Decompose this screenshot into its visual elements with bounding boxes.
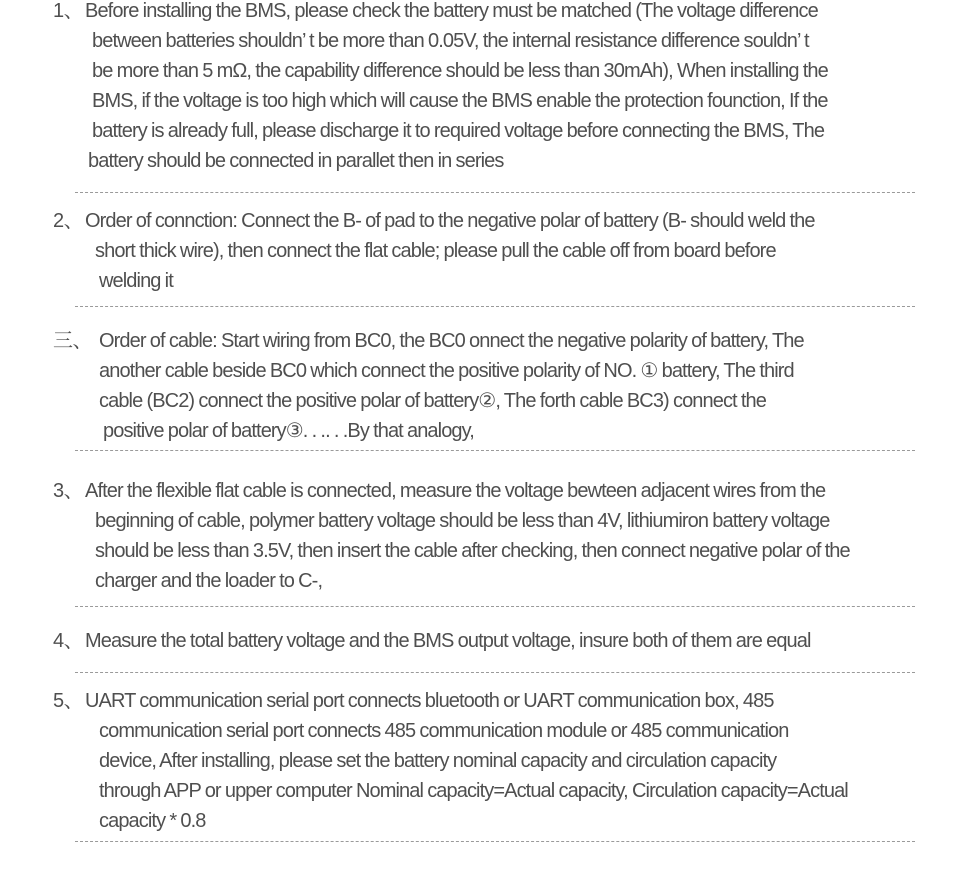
dashed-divider bbox=[75, 606, 915, 607]
step-text-line: another cable beside BC0 which connect the positive polarity of NO. ① battery, The third bbox=[99, 360, 794, 382]
step-marker: 1、 bbox=[53, 0, 84, 22]
step-text-line: Order of cable: Start wiring from BC0, the BC0 onnect the negative polarity of battery, The bbox=[99, 330, 804, 352]
dashed-divider bbox=[75, 306, 915, 307]
step-marker: 3、 bbox=[53, 480, 84, 502]
dashed-divider bbox=[75, 192, 915, 193]
step-marker: 4、 bbox=[53, 630, 84, 652]
step-text-line: beginning of cable, polymer battery voltage should be less than 4V, lithiumiron battery voltage bbox=[95, 510, 830, 532]
step-text-line: positive polar of battery③. . .. . .By that analogy, bbox=[103, 420, 474, 442]
step-text-line: UART communication serial port connects bluetooth or UART communication box, 485 bbox=[85, 690, 774, 712]
step-text-line: charger and the loader to C-, bbox=[95, 570, 323, 592]
step-text-line: should be less than 3.5V, then insert the cable after checking, then connect negative polar of the bbox=[95, 540, 850, 562]
step-text-line: communication serial port connects 485 communication module or 485 communication bbox=[99, 720, 789, 742]
step-text-line: welding it bbox=[99, 270, 173, 292]
step-marker: 三、 bbox=[53, 330, 92, 352]
step-text-line: After the flexible flat cable is connected, measure the voltage bewteen adjacent wires from the bbox=[85, 480, 826, 502]
step-text-line: capacity * 0.8 bbox=[99, 810, 206, 832]
step-text-line: BMS, if the voltage is too high which will cause the BMS enable the protection founction, If the bbox=[92, 90, 828, 112]
step-marker: 5、 bbox=[53, 690, 84, 712]
step-text-line: Before installing the BMS, please check the battery must be matched (The voltage difference bbox=[85, 0, 818, 22]
dashed-divider bbox=[75, 841, 915, 842]
step-text-line: between batteries shouldn’ t be more than 0.05V, the internal resistance difference souldn’ t bbox=[92, 30, 809, 52]
step-text-line: Measure the total battery voltage and the BMS output voltage, insure both of them are equal bbox=[85, 630, 811, 652]
step-text-line: be more than 5 mΩ, the capability difference should be less than 30mAh), When installing the bbox=[92, 60, 828, 82]
step-text-line: short thick wire), then connect the flat cable; please pull the cable off from board before bbox=[95, 240, 776, 262]
step-marker: 2、 bbox=[53, 210, 84, 232]
dashed-divider bbox=[75, 672, 915, 673]
step-text-line: through APP or upper computer Nominal capacity=Actual capacity, Circulation capacity=Actual bbox=[99, 780, 848, 802]
step-text-line: Order of connction: Connect the B- of pad to the negative polar of battery (B- should weld the bbox=[85, 210, 815, 232]
dashed-divider bbox=[75, 450, 915, 451]
step-text-line: battery is already full, please discharge it to required voltage before connecting the BMS, The bbox=[92, 120, 825, 142]
step-text-line: cable (BC2) connect the positive polar of battery②, The forth cable BC3) connect the bbox=[99, 390, 766, 412]
step-text-line: battery should be connected in parallet then in series bbox=[88, 150, 504, 172]
step-text-line: device, After installing, please set the battery nominal capacity and circulation capacity bbox=[99, 750, 777, 772]
